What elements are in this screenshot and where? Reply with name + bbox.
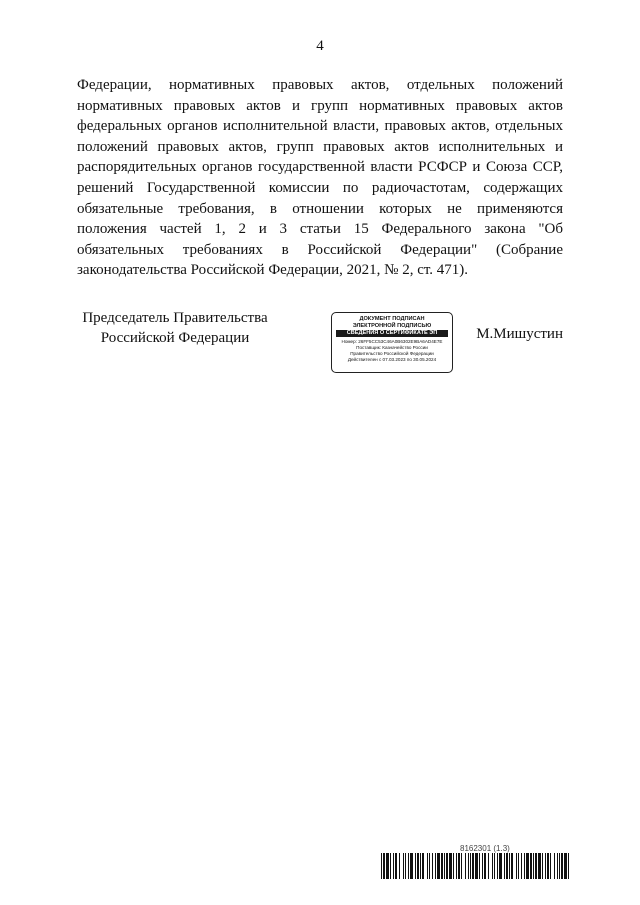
electronic-signature-stamp bbox=[331, 312, 453, 373]
barcode bbox=[381, 853, 569, 879]
page-number: 4 bbox=[316, 38, 324, 54]
signer-name: М.Мишустин bbox=[476, 326, 563, 342]
signer-title-line-1: Председатель Правительства bbox=[82, 310, 268, 326]
stamp-line-1: ДОКУМЕНТ ПОДПИСАН bbox=[359, 316, 425, 322]
body-paragraph: Федерации, нормативных правовых актов, отдельных положений нормативных правовых актов и групп нормативных правовых актов федеральных органов исполнительной власти, правовых актов, отдельных положений правовых актов, групп правовых актов исполнительных и распорядительных органов государственной власти РСФСР и Союза ССР, решений Государственной комиссии по радиочастотам, содержащих обязательные требования, в отношении которых не применяются положения частей 1, 2 и 3 статьи 15 Федерального закона "Об обязательных требованиях в Российской Федерации" (Собрание законодательства Российской Федерации, 2021, № 2, ст. 471). bbox=[77, 77, 563, 279]
stamp-validity: Действителен с 07.03.2023 по 30.05.2024 bbox=[347, 357, 437, 363]
stamp-owner: Правительство Российской Федерации bbox=[350, 351, 434, 357]
signer-title-line-2: Российской Федерации bbox=[100, 330, 250, 346]
stamp-certificate-number: Номер: 26FF5CC53C46A0B6302E9BA6AD4E7E bbox=[341, 339, 443, 345]
stamp-issuer: Поставщик: Казначейство России bbox=[356, 345, 428, 351]
stamp-certificate-header: СВЕДЕНИЯ О СЕРТИФИКАТЕ ЭП bbox=[336, 330, 448, 337]
stamp-line-2: ЭЛЕКТРОННОЙ ПОДПИСЬЮ bbox=[352, 322, 432, 329]
signer-title bbox=[70, 308, 280, 348]
barcode-label: 8162301 (1.3) bbox=[460, 844, 510, 853]
